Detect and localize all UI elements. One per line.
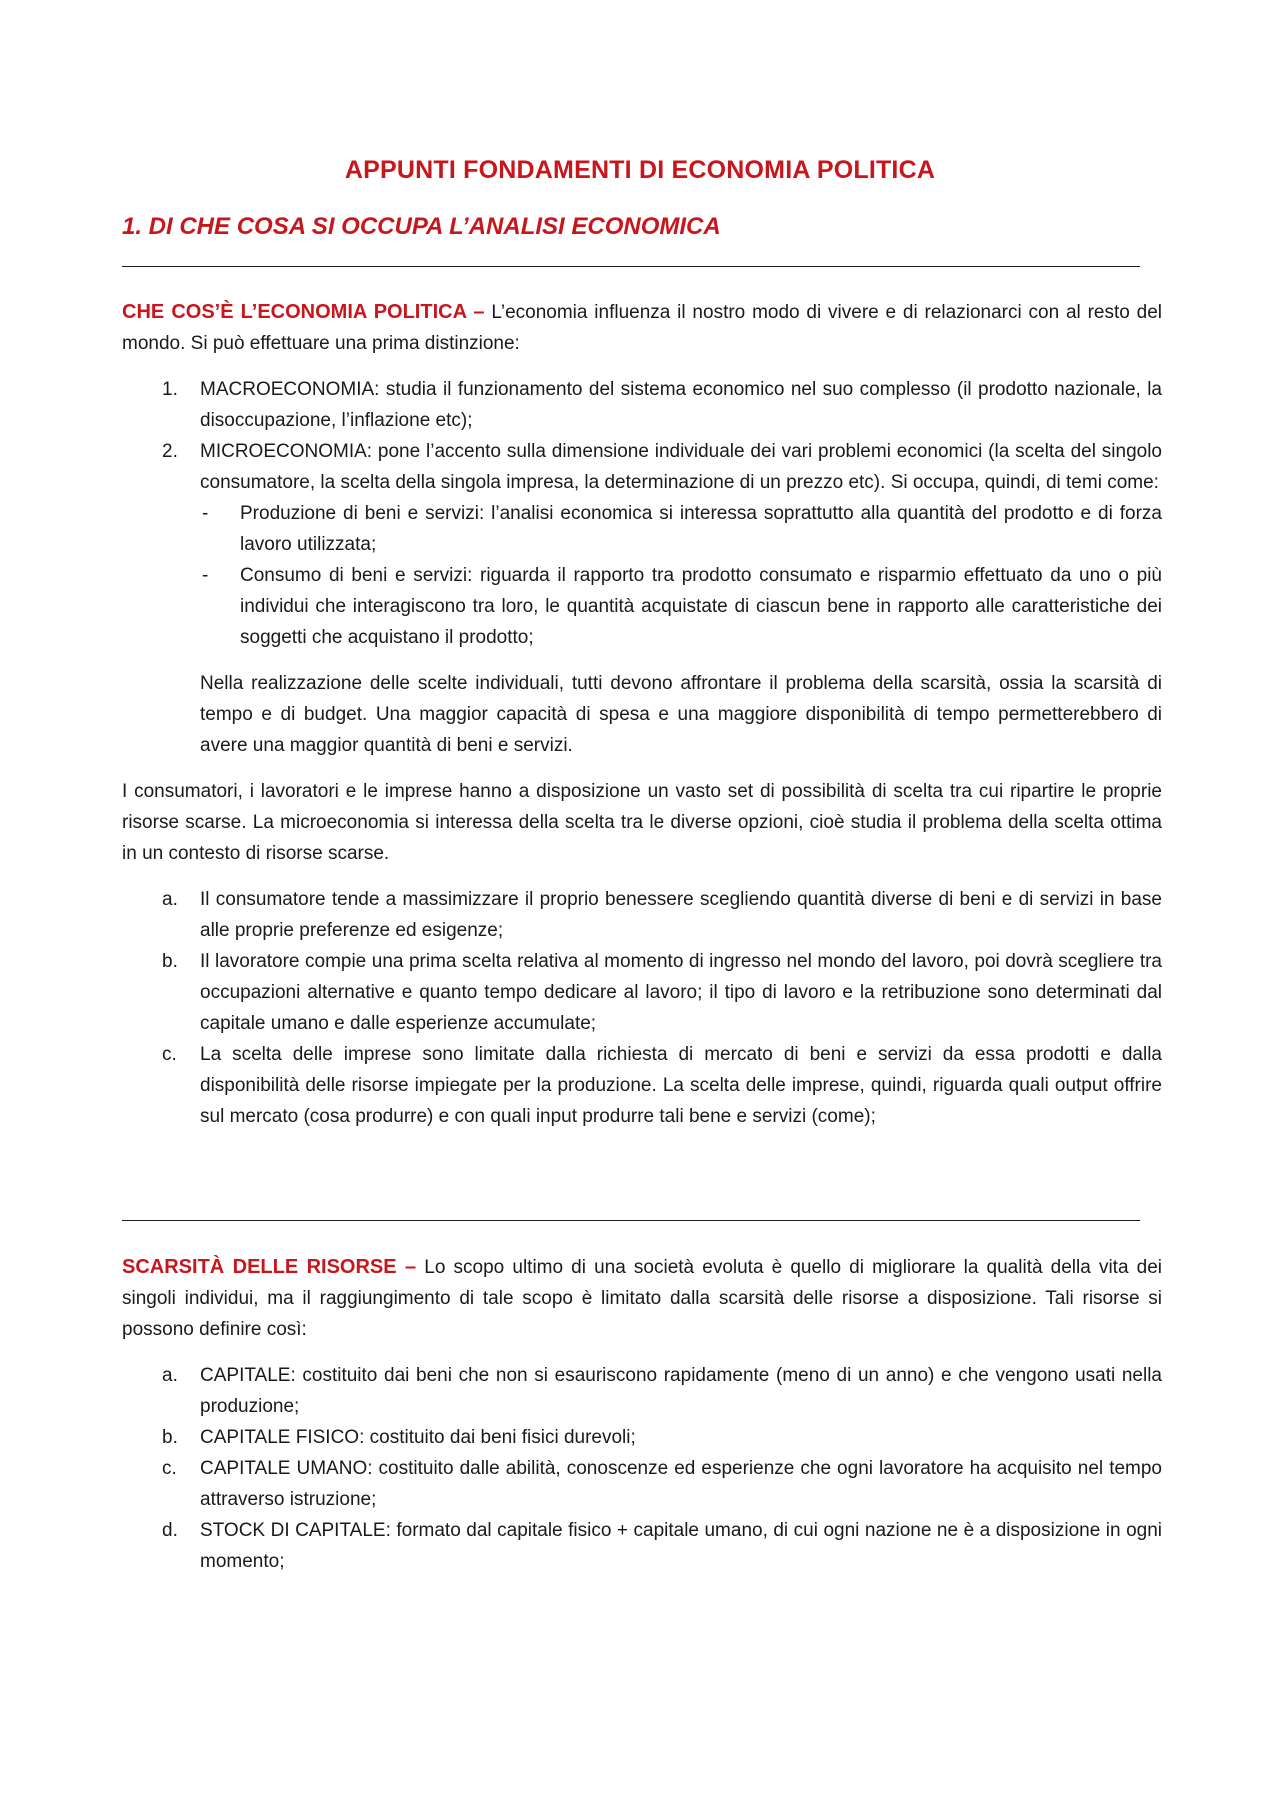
section-intro-paragraph	[122, 297, 1162, 359]
list-marker: a.	[162, 889, 178, 910]
horizontal-rule	[122, 266, 1140, 267]
dash-marker: -	[202, 565, 209, 586]
list-item-text: Il consumatore tende a massimizzare il proprio benessere scegliendo quantità diverse di beni e di servizi in base alle proprie preferenze ed esigenze;	[200, 889, 1162, 941]
numbered-list	[122, 374, 1162, 653]
list-marker: a.	[162, 1365, 178, 1386]
list-marker: b.	[162, 951, 178, 972]
section-heading: CHE COS’È L’ECONOMIA POLITICA –	[122, 301, 485, 323]
list-item	[122, 1360, 1162, 1422]
list-marker: d.	[162, 1520, 178, 1541]
horizontal-rule	[122, 1220, 1140, 1221]
list-marker: c.	[162, 1458, 177, 1479]
list-item-text: La scelta delle imprese sono limitate dalla richiesta di mercato di beni e servizi da essa prodotti e dalla disponibilità delle risorse impiegate per la produzione. La scelta delle imprese, quindi, riguarda quali output offrire sul mercato (cosa produrre) e con quali input produrre tali bene e servizi (come);	[200, 1044, 1162, 1127]
list-marker: b.	[162, 1427, 178, 1448]
list-item-text: MICROECONOMIA: pone l’accento sulla dimensione individuale dei vari problemi economici (la scelta del singolo consumatore, la scelta della singola impresa, la determinazione di un prezzo etc). Si occupa, quindi, di temi come:	[200, 441, 1162, 493]
list-item	[122, 374, 1162, 436]
list-item	[122, 884, 1162, 946]
document-title: APPUNTI FONDAMENTI DI ECONOMIA POLITICA	[344, 156, 936, 184]
indented-paragraph: Nella realizzazione delle scelte individuali, tutti devono affrontare il problema della scarsità, ossia la scarsità di tempo e di budget. Una maggior capacità di spesa e una maggiore disponibilità di tempo permetterebbero di avere una maggior quantità di beni e servizi.	[200, 673, 1162, 756]
dash-list-item-text: Consumo di beni e servizi: riguarda il rapporto tra prodotto consumato e risparmio effettuato da uno o più individui che interagiscono tra loro, le quantità acquistate di ciascun bene in rapporto alle caratteristiche dei soggetti che acquistano il prodotto;	[240, 565, 1162, 648]
dash-list-item-text: Produzione di beni e servizi: l’analisi economica si interessa soprattutto alla quantità del prodotto e di forza lavoro utilizzata;	[240, 503, 1162, 555]
list-item	[122, 436, 1162, 653]
list-marker: 2.	[162, 441, 178, 462]
list-item	[122, 946, 1162, 1039]
list-marker: c.	[162, 1044, 177, 1065]
list-item-text: CAPITALE UMANO: costituito dalle abilità, conoscenze ed esperienze che ogni lavoratore ha acquisito nel tempo attraverso istruzione;	[200, 1458, 1162, 1510]
list-marker: 1.	[162, 379, 178, 400]
dash-list-item	[200, 498, 1162, 560]
chapter-heading: 1. DI CHE COSA SI OCCUPA L’ANALISI ECONOMICA	[122, 213, 721, 240]
body-paragraph: I consumatori, i lavoratori e le imprese hanno a disposizione un vasto set di possibilità di scelta tra cui ripartire le proprie risorse scarse. La microeconomia si interessa della scelta tra le diverse opzioni, cioè studia il problema della scelta ottima in un contesto di risorse scarse.	[122, 781, 1162, 864]
section-intro-paragraph	[122, 1252, 1162, 1345]
section-scarsita-risorse	[122, 1252, 1162, 1577]
section-heading: SCARSITÀ DELLE RISORSE –	[122, 1256, 417, 1278]
section-intro-text: Lo scopo ultimo di una società evoluta è quello di migliorare la qualità della vita dei singoli individui, ma il raggiungimento di tale scopo è limitato dalla scarsità delle risorse a disposizione. Tali risorse si possono definire così:	[122, 1257, 1162, 1340]
list-item-text: MACROECONOMIA: studia il funzionamento del sistema economico nel suo complesso (il prodotto nazionale, la disoccupazione, l’inflazione etc);	[200, 379, 1162, 431]
list-item-text: CAPITALE: costituito dai beni che non si esauriscono rapidamente (meno di un anno) e che vengono usati nella produzione;	[200, 1365, 1162, 1417]
list-item	[122, 1039, 1162, 1132]
list-item-text: CAPITALE FISICO: costituito dai beni fisici durevoli;	[200, 1427, 636, 1448]
list-item-text: Il lavoratore compie una prima scelta relativa al momento di ingresso nel mondo del lavoro, poi dovrà scegliere tra occupazioni alternative e quanto tempo dedicare al lavoro; il tipo di lavoro e la retribuzione sono determinati dal capitale umano e dalle esperienze accumulate;	[200, 951, 1162, 1034]
lettered-list	[122, 884, 1162, 1132]
dash-marker: -	[202, 503, 209, 524]
section-intro-text: L’economia influenza il nostro modo di vivere e di relazionarci con al resto del mondo. Si può effettuare una prima distinzione:	[122, 302, 1163, 354]
section-economia-politica	[122, 297, 1162, 1132]
list-item	[122, 1515, 1162, 1577]
list-item	[122, 1453, 1162, 1515]
lettered-list	[122, 1360, 1162, 1577]
dash-list	[200, 498, 1162, 653]
list-item-text: STOCK DI CAPITALE: formato dal capitale fisico + capitale umano, di cui ogni nazione ne è a disposizione in ogni momento;	[200, 1520, 1162, 1572]
dash-list-item	[200, 560, 1162, 653]
list-item	[122, 1422, 1162, 1453]
